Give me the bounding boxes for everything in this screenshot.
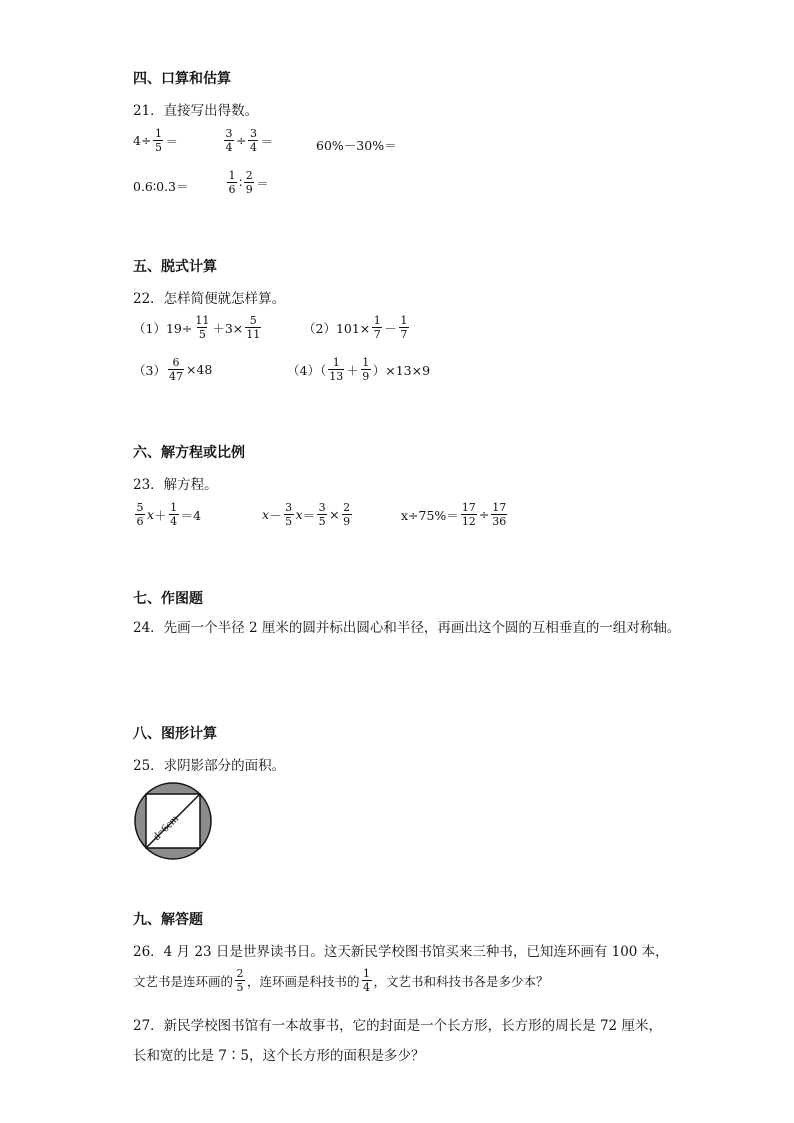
section-heading-6: 六、解方程或比例 bbox=[133, 445, 245, 461]
q22-problem-4: （4）（ 1 13 ＋ 1 9 ）×13×9 bbox=[287, 356, 431, 383]
q22-problem-2: （2）101× $\frac{1}{7}$ － 1 7 bbox=[303, 314, 408, 341]
q23-equation-2: x － 3 5 x ＝ $\frac{3}{5}$ × $\frac{2}{9}$ bbox=[262, 501, 351, 528]
q23-equation-1: 5 6 x ＋ 1 4 ＝4 bbox=[136, 501, 202, 528]
question-26-line-1: 26．4 月 23 日是世界读书日。这天新民学校图书馆买来三种书，已知连环画有 100 本， bbox=[133, 944, 669, 960]
question-23-title: 23．解方程。 bbox=[133, 477, 218, 493]
diameter-label: d=6cm bbox=[150, 812, 181, 843]
section-heading-4: 四、口算和估算 bbox=[133, 71, 231, 87]
question-27-line-1: 27．新民学校图书馆有一本故事书，它的封面是一个长方形，长方形的周长是 72 厘米， bbox=[133, 1018, 662, 1034]
question-25-title: 25．求阴影部分的面积。 bbox=[133, 758, 286, 774]
q21-item-1: 4÷ $\frac{1}{5}$ ＝ bbox=[133, 127, 178, 154]
q21-item-5: 1 6 ∶ 2 9 ＝ bbox=[228, 169, 269, 196]
question-22-title: 22．怎样简便就怎样算。 bbox=[133, 291, 286, 307]
section-heading-7: 七、作图题 bbox=[133, 591, 203, 607]
question-24-text: 24．先画一个半径 2 厘米的圆并标出圆心和半径，再画出这个圆的互相垂直的一组对称轴。 bbox=[133, 620, 681, 636]
question-26-line-2: 文艺书是连环画的 2 5 ，连环画是科技书的 1 4 ，文艺书和科技书各是多少本？ bbox=[133, 967, 549, 994]
section-heading-8: 八、图形计算 bbox=[133, 726, 217, 742]
section-heading-5: 五、脱式计算 bbox=[133, 259, 217, 275]
q21-item-3: 60%－30%＝ bbox=[316, 138, 397, 153]
q23-equation-3: x÷75%＝ $\frac{17}{12}$ ÷ $\frac{17}{36}$ bbox=[401, 501, 507, 528]
q22-problem-1: （1）19÷ $\frac{11}{5}$ ＋3× $\frac{5}{11}$ bbox=[133, 314, 261, 341]
q21-item-2: $\frac{3}{4}$ ÷ $\frac{3}{4}$ ＝ bbox=[225, 127, 273, 154]
question-21-title: 21．直接写出得数。 bbox=[133, 103, 259, 119]
q21-item-4: 0.6∶0.3＝ bbox=[133, 179, 189, 194]
question-27-line-2: 长和宽的比是 7∶5，这个长方形的面积是多少？ bbox=[133, 1048, 425, 1064]
circle-square-figure bbox=[132, 780, 214, 862]
section-heading-9: 九、解答题 bbox=[133, 912, 203, 928]
q22-problem-3: （3） $\frac{6}{47}$ ×48 bbox=[133, 356, 213, 383]
